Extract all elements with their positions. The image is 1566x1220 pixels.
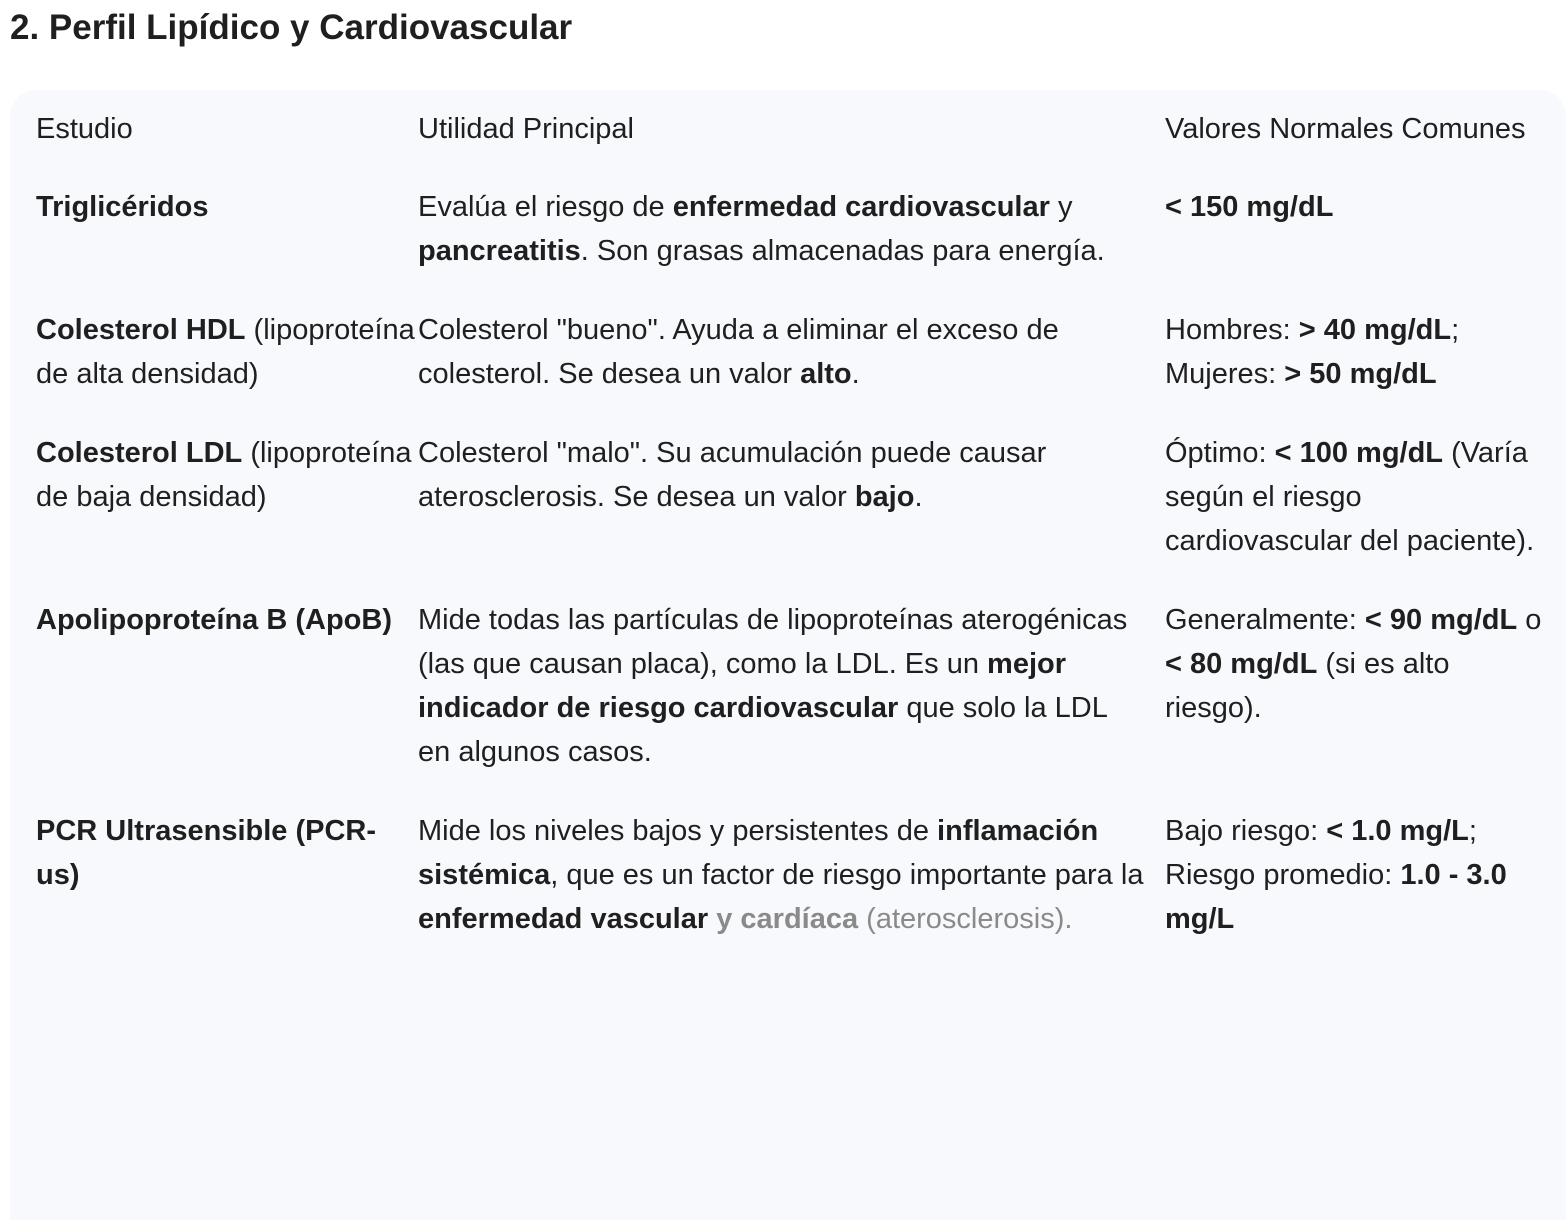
utility-emphasis: pancreatitis bbox=[418, 235, 581, 267]
values-text: Óptimo: bbox=[1165, 437, 1275, 469]
table-card bbox=[10, 90, 1566, 1220]
utility-emphasis: mejor indicador de riesgo cardiovascular bbox=[418, 648, 1067, 724]
utility-text: Colesterol "bueno". Ayuda a eliminar el exceso de colesterol. Se desea un valor bbox=[418, 314, 1059, 390]
values-emphasis: < 90 mg/dL bbox=[1364, 604, 1518, 636]
utility-text: (aterosclerosis). bbox=[858, 903, 1073, 935]
utility-emphasis: enfermedad cardiovascular bbox=[672, 191, 1050, 223]
utility-text: , que es un factor de riesgo importante para la bbox=[550, 859, 1144, 891]
values-emphasis: < 150 mg/dL bbox=[1165, 191, 1334, 223]
values-emphasis: > 50 mg/dL bbox=[1284, 358, 1437, 390]
utility-emphasis: bajo bbox=[854, 481, 915, 513]
table-row bbox=[36, 809, 1545, 976]
values-cell bbox=[1165, 598, 1545, 809]
study-cell bbox=[36, 308, 418, 431]
lipid-profile-table bbox=[36, 107, 1545, 976]
header-utility: Utilidad Principal bbox=[418, 113, 634, 145]
utility-text: y bbox=[1049, 191, 1073, 223]
values-emphasis: > 40 mg/dL bbox=[1298, 314, 1452, 346]
utility-text: que solo la LDL en algunos casos. bbox=[418, 692, 1107, 768]
study-cell bbox=[36, 185, 418, 308]
utility-text: Mide todas las partículas de lipoproteínas aterogénicas (las que causan placa), como la LDL. Es un bbox=[418, 604, 1128, 680]
values-cell bbox=[1165, 431, 1545, 598]
utility-text: Evalúa el riesgo de bbox=[418, 191, 673, 223]
values-text: o bbox=[1517, 604, 1542, 636]
utility-cell bbox=[418, 809, 1165, 976]
values-text: Hombres: bbox=[1165, 314, 1299, 346]
utility-text: . bbox=[914, 481, 923, 513]
study-subtitle: (lipoproteína de alta densidad) bbox=[36, 314, 415, 390]
header-study: Estudio bbox=[36, 113, 133, 145]
study-cell bbox=[36, 809, 418, 976]
values-text: Bajo riesgo: bbox=[1165, 815, 1327, 847]
table-row bbox=[36, 185, 1545, 308]
table-header-row bbox=[36, 107, 1545, 185]
utility-emphasis: inflamación sistémica bbox=[418, 815, 1099, 891]
values-cell bbox=[1165, 809, 1545, 976]
values-text: ; Riesgo promedio: bbox=[1165, 815, 1477, 891]
study-name: Colesterol LDL bbox=[36, 437, 243, 469]
section-title: 2. Perfil Lipídico y Cardiovascular bbox=[10, 8, 573, 47]
values-cell bbox=[1165, 185, 1545, 308]
utility-text: . Son grasas almacenadas para energía. bbox=[580, 235, 1105, 267]
utility-emphasis: alto bbox=[800, 358, 852, 390]
study-name: Colesterol HDL bbox=[36, 314, 246, 346]
utility-cell bbox=[418, 598, 1165, 809]
values-emphasis: < 80 mg/dL bbox=[1165, 648, 1318, 680]
study-name: PCR Ultrasensible (PCR-us) bbox=[36, 815, 377, 891]
values-text: (Varía según el riesgo cardiovascular del paciente). bbox=[1165, 437, 1535, 557]
utility-emphasis: enfermedad vascular bbox=[418, 903, 709, 935]
study-cell bbox=[36, 598, 418, 809]
values-cell bbox=[1165, 308, 1545, 431]
utility-emphasis: y cardíaca bbox=[716, 903, 859, 935]
study-name: Triglicéridos bbox=[36, 191, 209, 223]
table-row bbox=[36, 598, 1545, 809]
utility-text bbox=[708, 903, 716, 935]
header-values: Valores Normales Comunes bbox=[1165, 113, 1526, 145]
values-text: ; Mujeres: bbox=[1165, 314, 1460, 390]
values-text: Generalmente: bbox=[1165, 604, 1365, 636]
table-row bbox=[36, 431, 1545, 598]
study-subtitle: (lipoproteína de baja densidad) bbox=[36, 437, 412, 513]
utility-cell bbox=[418, 431, 1165, 598]
study-cell bbox=[36, 431, 418, 598]
values-emphasis: < 1.0 mg/L bbox=[1326, 815, 1469, 847]
values-emphasis: 1.0 - 3.0 mg/L bbox=[1165, 859, 1507, 935]
utility-text: Mide los niveles bajos y persistentes de bbox=[418, 815, 938, 847]
utility-cell bbox=[418, 185, 1165, 308]
table-row bbox=[36, 308, 1545, 431]
values-emphasis: < 100 mg/dL bbox=[1274, 437, 1444, 469]
study-name: Apolipoproteína B (ApoB) bbox=[36, 604, 393, 636]
utility-text: Colesterol "malo". Su acumulación puede causar aterosclerosis. Se desea un valor bbox=[418, 437, 1047, 513]
utility-cell bbox=[418, 308, 1165, 431]
values-text: (si es alto riesgo). bbox=[1165, 648, 1450, 724]
utility-text: . bbox=[851, 358, 860, 390]
